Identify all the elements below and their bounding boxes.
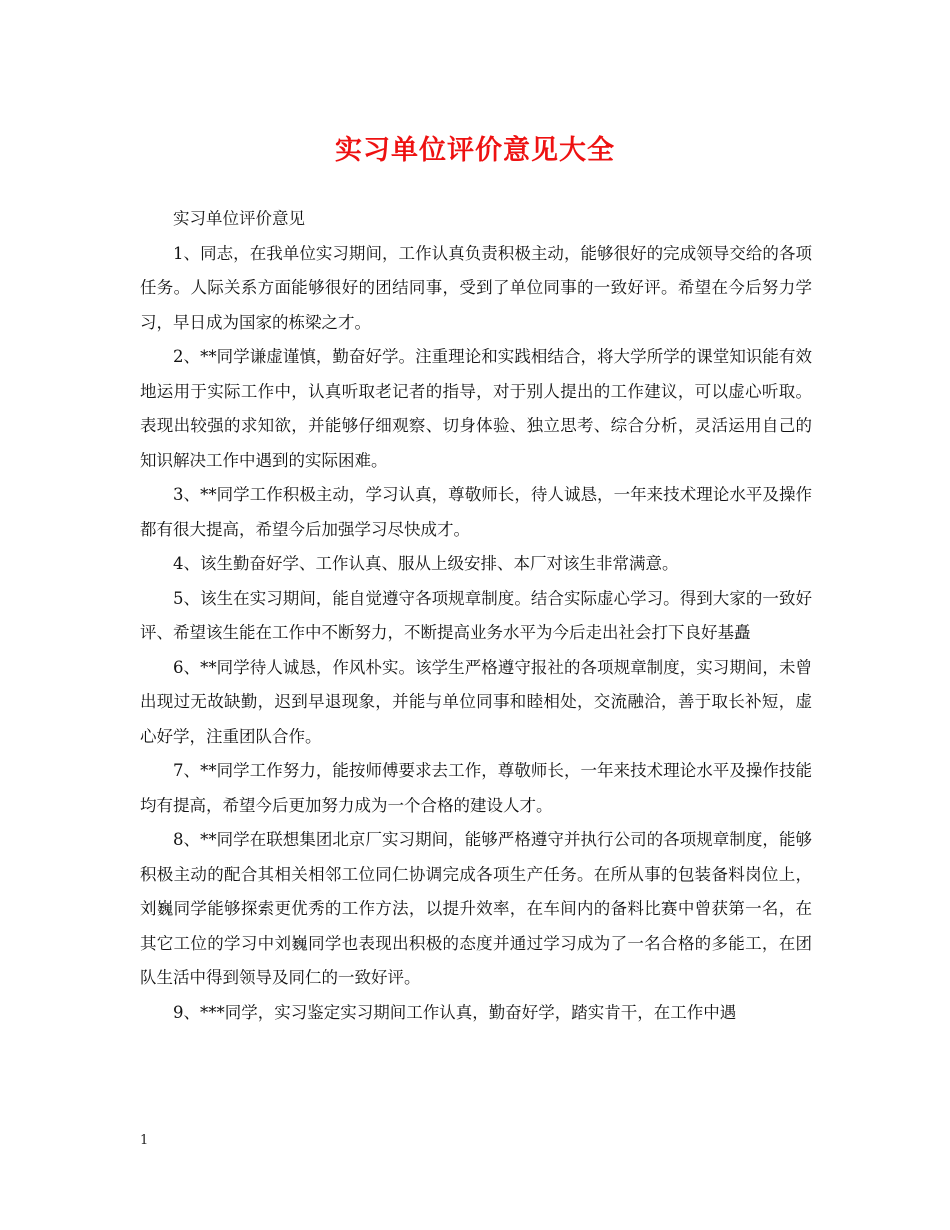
section-heading: 实习单位评价意见 [173, 209, 305, 228]
paragraph-3: 3、**同学工作积极主动，学习认真，尊敬师长，待人诚恳，一年来技术理论水平及操作都有很大提高，希望今后加强学习尽快成才。 [140, 485, 812, 539]
paragraph-8: 8、**同学在联想集团北京厂实习期间，能够严格遵守并执行公司的各项规章制度，能够积极主动的配合其相关相邻工位同仁协调完成各项生产任务。在所从事的包装备料岗位上，刘巍同学能够探索更优秀的工作方法，以提升效率，在车间内的备料比赛中曾获第一名，在其它工位的学习中刘巍同学也表现出积极的态度并通过学习成为了一名合格的多能工，在团队生活中得到领导及同仁的一致好评。 [140, 830, 812, 987]
paragraph-5: 5、该生在实习期间，能自觉遵守各项规章制度。结合实际虚心学习。得到大家的一致好评、希望该生能在工作中不断努力，不断提高业务水平为今后走出社会打下良好基矗 [140, 588, 812, 642]
paragraph-2: 2、**同学谦虚谨慎，勤奋好学。注重理论和实践相结合，将大学所学的课堂知识能有效地运用于实际工作中，认真听取老记者的指导，对于别人提出的工作建议，可以虚心听取。表现出较强的求知欲，并能够仔细观察、切身体验、独立思考、综合分析，灵活运用自己的知识解决工作中遇到的实际困难。 [140, 347, 812, 470]
paragraph-6: 6、**同学待人诚恳，作风朴实。该学生严格遵守报社的各项规章制度，实习期间，未曾出现过无故缺勤，迟到早退现象，并能与单位同事和睦相处，交流融洽，善于取长补短，虚心好学，注重团队合作。 [140, 657, 812, 746]
document-body [140, 202, 812, 1030]
paragraph-7: 7、**同学工作努力，能按师傅要求去工作，尊敬师长，一年来技术理论水平及操作技能均有提高，希望今后更加努力成为一个合格的建设人才。 [140, 761, 812, 815]
paragraph-4: 4、该生勤奋好学、工作认真、服从上级安排、本厂对该生非常满意。 [173, 554, 679, 573]
page-number: 1 [140, 1133, 149, 1148]
paragraph-9: 9、***同学，实习鉴定实习期间工作认真，勤奋好学，踏实肯干，在工作中遇 [173, 1002, 737, 1022]
document-title: 实习单位评价意见大全 [335, 135, 615, 166]
paragraph-1: 1、同志，在我单位实习期间，工作认真负责积极主动，能够很好的完成领导交给的各项任务。人际关系方面能够很好的团结同事，受到了单位同事的一致好评。希望在今后努力学习，早日成为国家的栋梁之才。 [140, 243, 812, 332]
